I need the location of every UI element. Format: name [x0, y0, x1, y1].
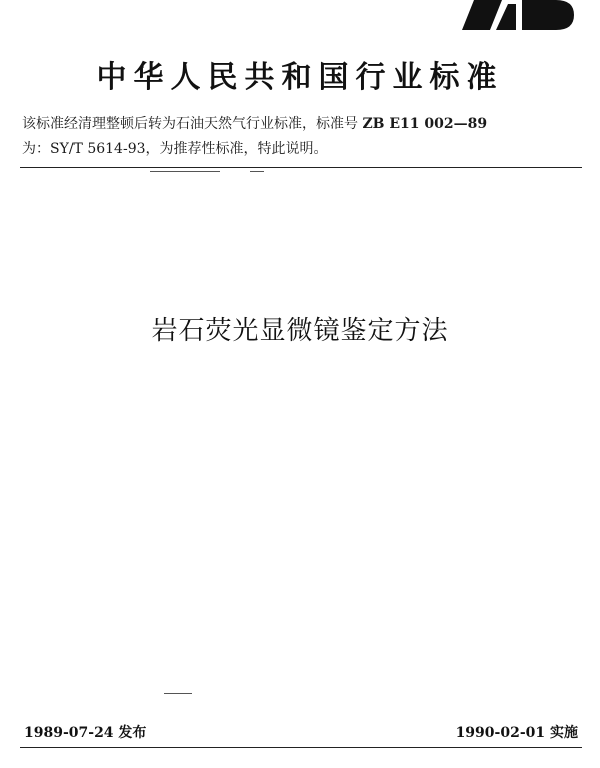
- notice-line-1-text: 该标准经清理整顿后转为石油天然气行业标准，标准号: [22, 116, 363, 132]
- standard-category-title: 中华人民共和国行业标准: [96, 60, 504, 95]
- standard-code: ZB E11 002—89: [362, 116, 488, 132]
- footer-divider: [20, 747, 582, 748]
- zb-logo-icon: [456, 0, 574, 30]
- notice-line-1: [22, 112, 584, 137]
- issue-date: 1989-07-24 发布: [24, 725, 147, 741]
- reclassification-notice: [22, 112, 584, 162]
- header-divider: [20, 167, 582, 168]
- scan-mark: [164, 693, 192, 694]
- scan-mark: [150, 171, 220, 172]
- effective-date: 1990-02-01 实施: [455, 725, 578, 741]
- notice-line-2: 为：SY/T 5614-93，为推荐性标准，特此说明。: [22, 141, 328, 157]
- document-title: 岩石荧光显微镜鉴定方法: [151, 316, 449, 346]
- scan-mark: [250, 171, 264, 172]
